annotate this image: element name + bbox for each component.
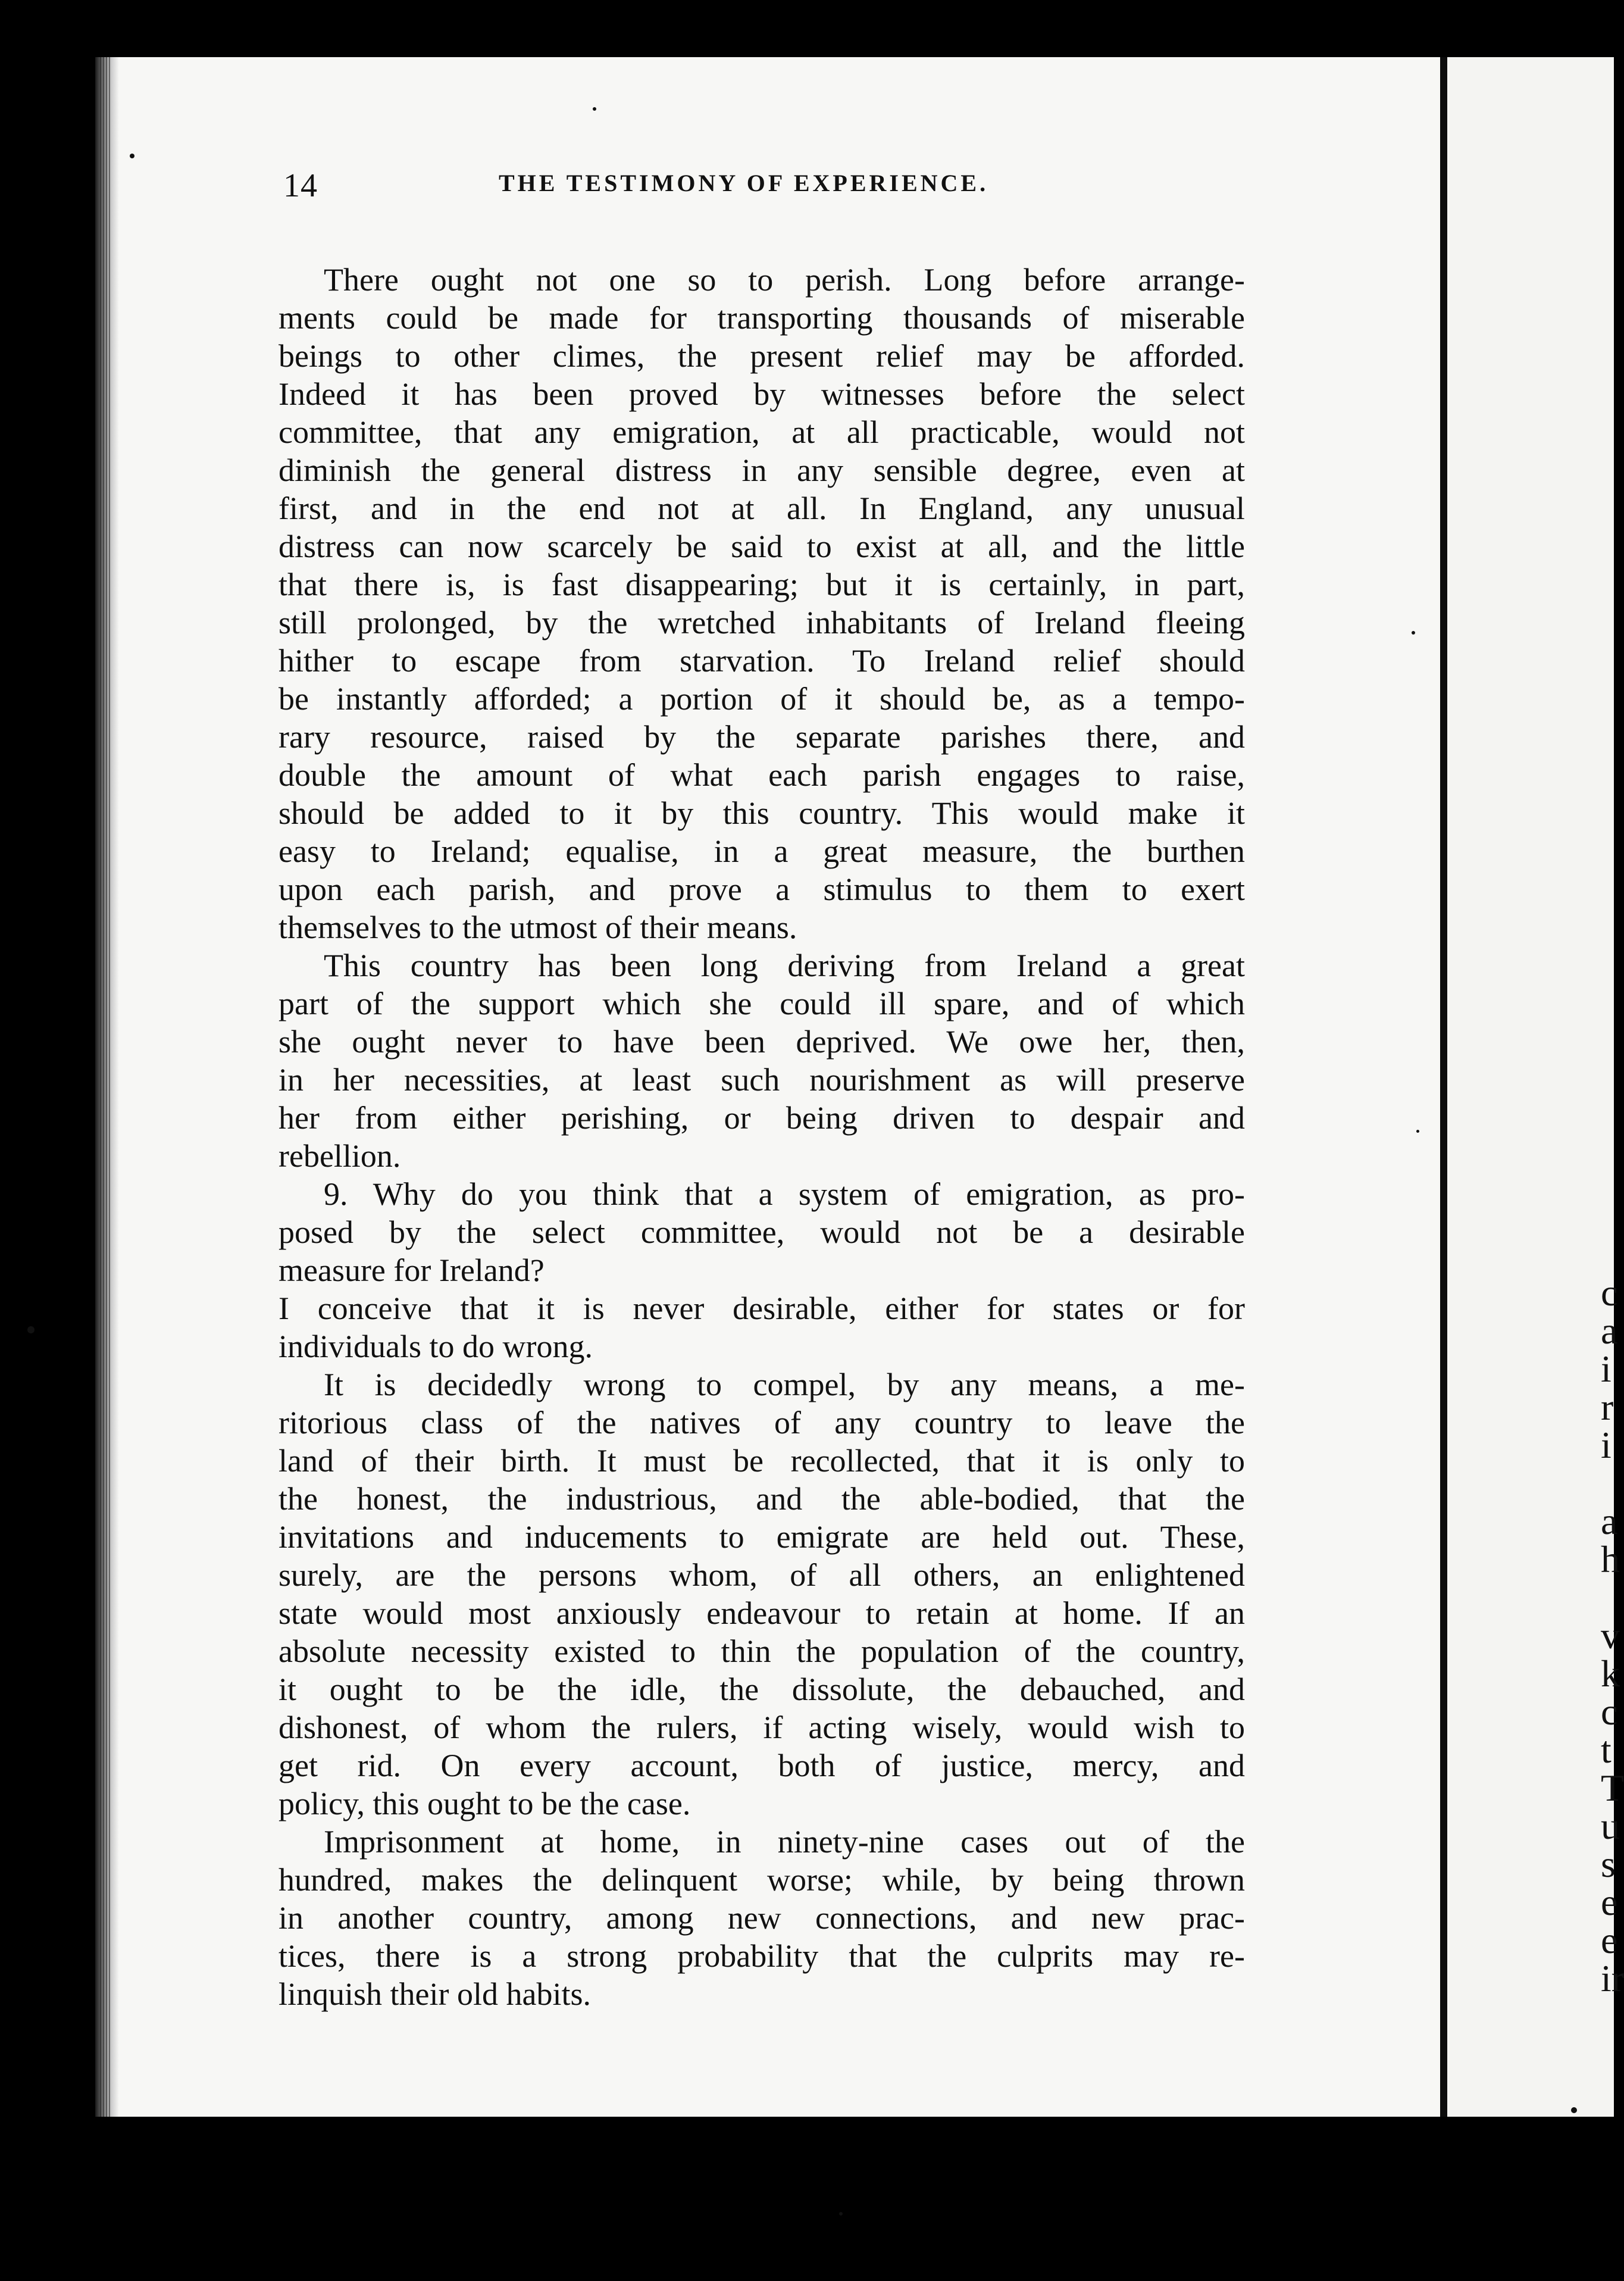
next-page-letter: c (1601, 1691, 1618, 1733)
text-line: easy to Ireland; equalise, in a great measure, the burthen (279, 833, 1245, 869)
next-page-letter: a (1601, 1500, 1618, 1542)
text-line: I conceive that it is never desirable, either for states or for (279, 1291, 1245, 1326)
text-line: her from either perishing, or being driven to despair and (279, 1100, 1245, 1136)
text-line: the honest, the industrious, and the able-bodied, that the (279, 1481, 1245, 1517)
text-line: 9. Why do you think that a system of emigration, as pro- (324, 1176, 1245, 1212)
next-page-letter: h (1601, 1538, 1620, 1580)
text-line: hundred, makes the delinquent worse; while, by being thrown (279, 1862, 1245, 1898)
text-line: double the amount of what each parish engages to raise, (279, 757, 1245, 793)
running-title: THE TESTIMONY OF EXPERIENCE. (499, 170, 989, 196)
next-page-letter (1601, 1579, 1614, 1617)
next-page-letter: i (1601, 1348, 1612, 1390)
page-header (279, 156, 1245, 210)
dust-speck (1416, 1130, 1419, 1133)
text-line: surely, are the persons whom, of all others, an enlightened (279, 1557, 1245, 1593)
page-edge-lines (100, 57, 112, 2117)
text-line: posed by the select committee, would not be a desirable (279, 1214, 1245, 1250)
text-line: in her necessities, at least such nourishment as will preserve (279, 1062, 1245, 1098)
next-page-letter: ir (1601, 1957, 1624, 1999)
next-page-letter: s (1601, 1843, 1616, 1885)
text-line: be instantly afforded; a portion of it should be, as a tempo- (279, 681, 1245, 717)
text-line: part of the support which she could ill spare, and of which (279, 986, 1245, 1021)
text-line: ments could be made for transporting thousands of miserable (279, 300, 1245, 336)
text-line: policy, this ought to be the case. (279, 1786, 691, 1821)
next-page-letters (1601, 1271, 1624, 1999)
text-line: Imprisonment at home, in ninety-nine cases out of the (324, 1824, 1245, 1860)
text-line: linquish their old habits. (279, 1976, 591, 2012)
text-line: beings to other climes, the present relief may be afforded. (279, 338, 1245, 374)
text-line: in another country, among new connections, and new prac- (279, 1900, 1245, 1936)
text-line: tices, there is a strong probability that the culprits may re- (279, 1938, 1245, 1974)
text-line: dishonest, of whom the rulers, if acting wisely, would wish to (279, 1710, 1245, 1745)
text-line: distress can now scarcely be said to exist at all, and the little (279, 529, 1245, 564)
next-page-letter: r (1601, 1386, 1614, 1428)
next-page-letter: e (1601, 1919, 1618, 1961)
next-page-letter: c (1601, 1271, 1618, 1314)
dust-speck (1412, 631, 1415, 635)
text-line: This country has been long deriving from Ireland a great (324, 948, 1245, 983)
text-line: state would most anxiously endeavour to retain at home. If an (279, 1595, 1245, 1631)
dust-speck (130, 154, 134, 158)
next-page-letter: T (1601, 1767, 1624, 1809)
next-page-letter: v (1601, 1614, 1620, 1657)
text-line: should be added to it by this country. This would make it (279, 795, 1245, 831)
next-page-letter: i (1601, 1424, 1612, 1466)
text-line: upon each parish, and prove a stimulus to them to exert (279, 871, 1245, 907)
text-line: still prolonged, by the wretched inhabitants of Ireland fleeing (279, 605, 1245, 640)
text-line: Indeed it has been proved by witnesses before the select (279, 376, 1245, 412)
dust-speck (593, 107, 596, 111)
page-text (279, 156, 1245, 2013)
text-line: rebellion. (279, 1138, 401, 1174)
dust-speck (839, 2212, 843, 2216)
dust-speck (27, 1326, 35, 1333)
next-page-letter: k (1601, 1652, 1620, 1695)
text-line: There ought not one so to perish. Long before arrange- (324, 262, 1245, 298)
body-text (279, 261, 1245, 2013)
text-line: land of their birth. It must be recollected, that it is only to (279, 1443, 1245, 1479)
text-line: measure for Ireland? (279, 1252, 545, 1288)
text-line: individuals to do wrong. (279, 1329, 593, 1364)
text-line: hither to escape from starvation. To Ireland relief should (279, 643, 1245, 679)
text-line: It is decidedly wrong to compel, by any means, a me- (324, 1367, 1245, 1402)
next-page-letter (1601, 1464, 1614, 1502)
dust-speck (1571, 2107, 1577, 2113)
text-line: rary resource, raised by the separate parishes there, and (279, 719, 1245, 755)
text-line: absolute necessity existed to thin the population of the country, (279, 1633, 1245, 1669)
next-page-letter: a (1601, 1310, 1618, 1352)
text-line: invitations and inducements to emigrate are held out. These, (279, 1519, 1245, 1555)
next-page-letter: t (1601, 1729, 1612, 1771)
text-line: get rid. On every account, both of justice, mercy, and (279, 1748, 1245, 1783)
next-page-fragment (1447, 57, 1624, 2117)
text-line: diminish the general distress in any sensible degree, even at (279, 452, 1245, 488)
next-page-letter: u (1601, 1805, 1620, 1847)
text-line: it ought to be the idle, the dissolute, the debauched, and (279, 1671, 1245, 1707)
text-line: themselves to the utmost of their means. (279, 910, 797, 945)
text-line: that there is, is fast disappearing; but it is certainly, in part, (279, 567, 1245, 602)
text-line: first, and in the end not at all. In England, any unusual (279, 490, 1245, 526)
text-line: committee, that any emigration, at all practicable, would not (279, 414, 1245, 450)
page-number: 14 (283, 167, 318, 204)
text-line: ritorious class of the natives of any country to leave the (279, 1405, 1245, 1441)
text-line: she ought never to have been deprived. We owe her, then, (279, 1024, 1245, 1060)
next-page-letter: e (1601, 1881, 1618, 1923)
